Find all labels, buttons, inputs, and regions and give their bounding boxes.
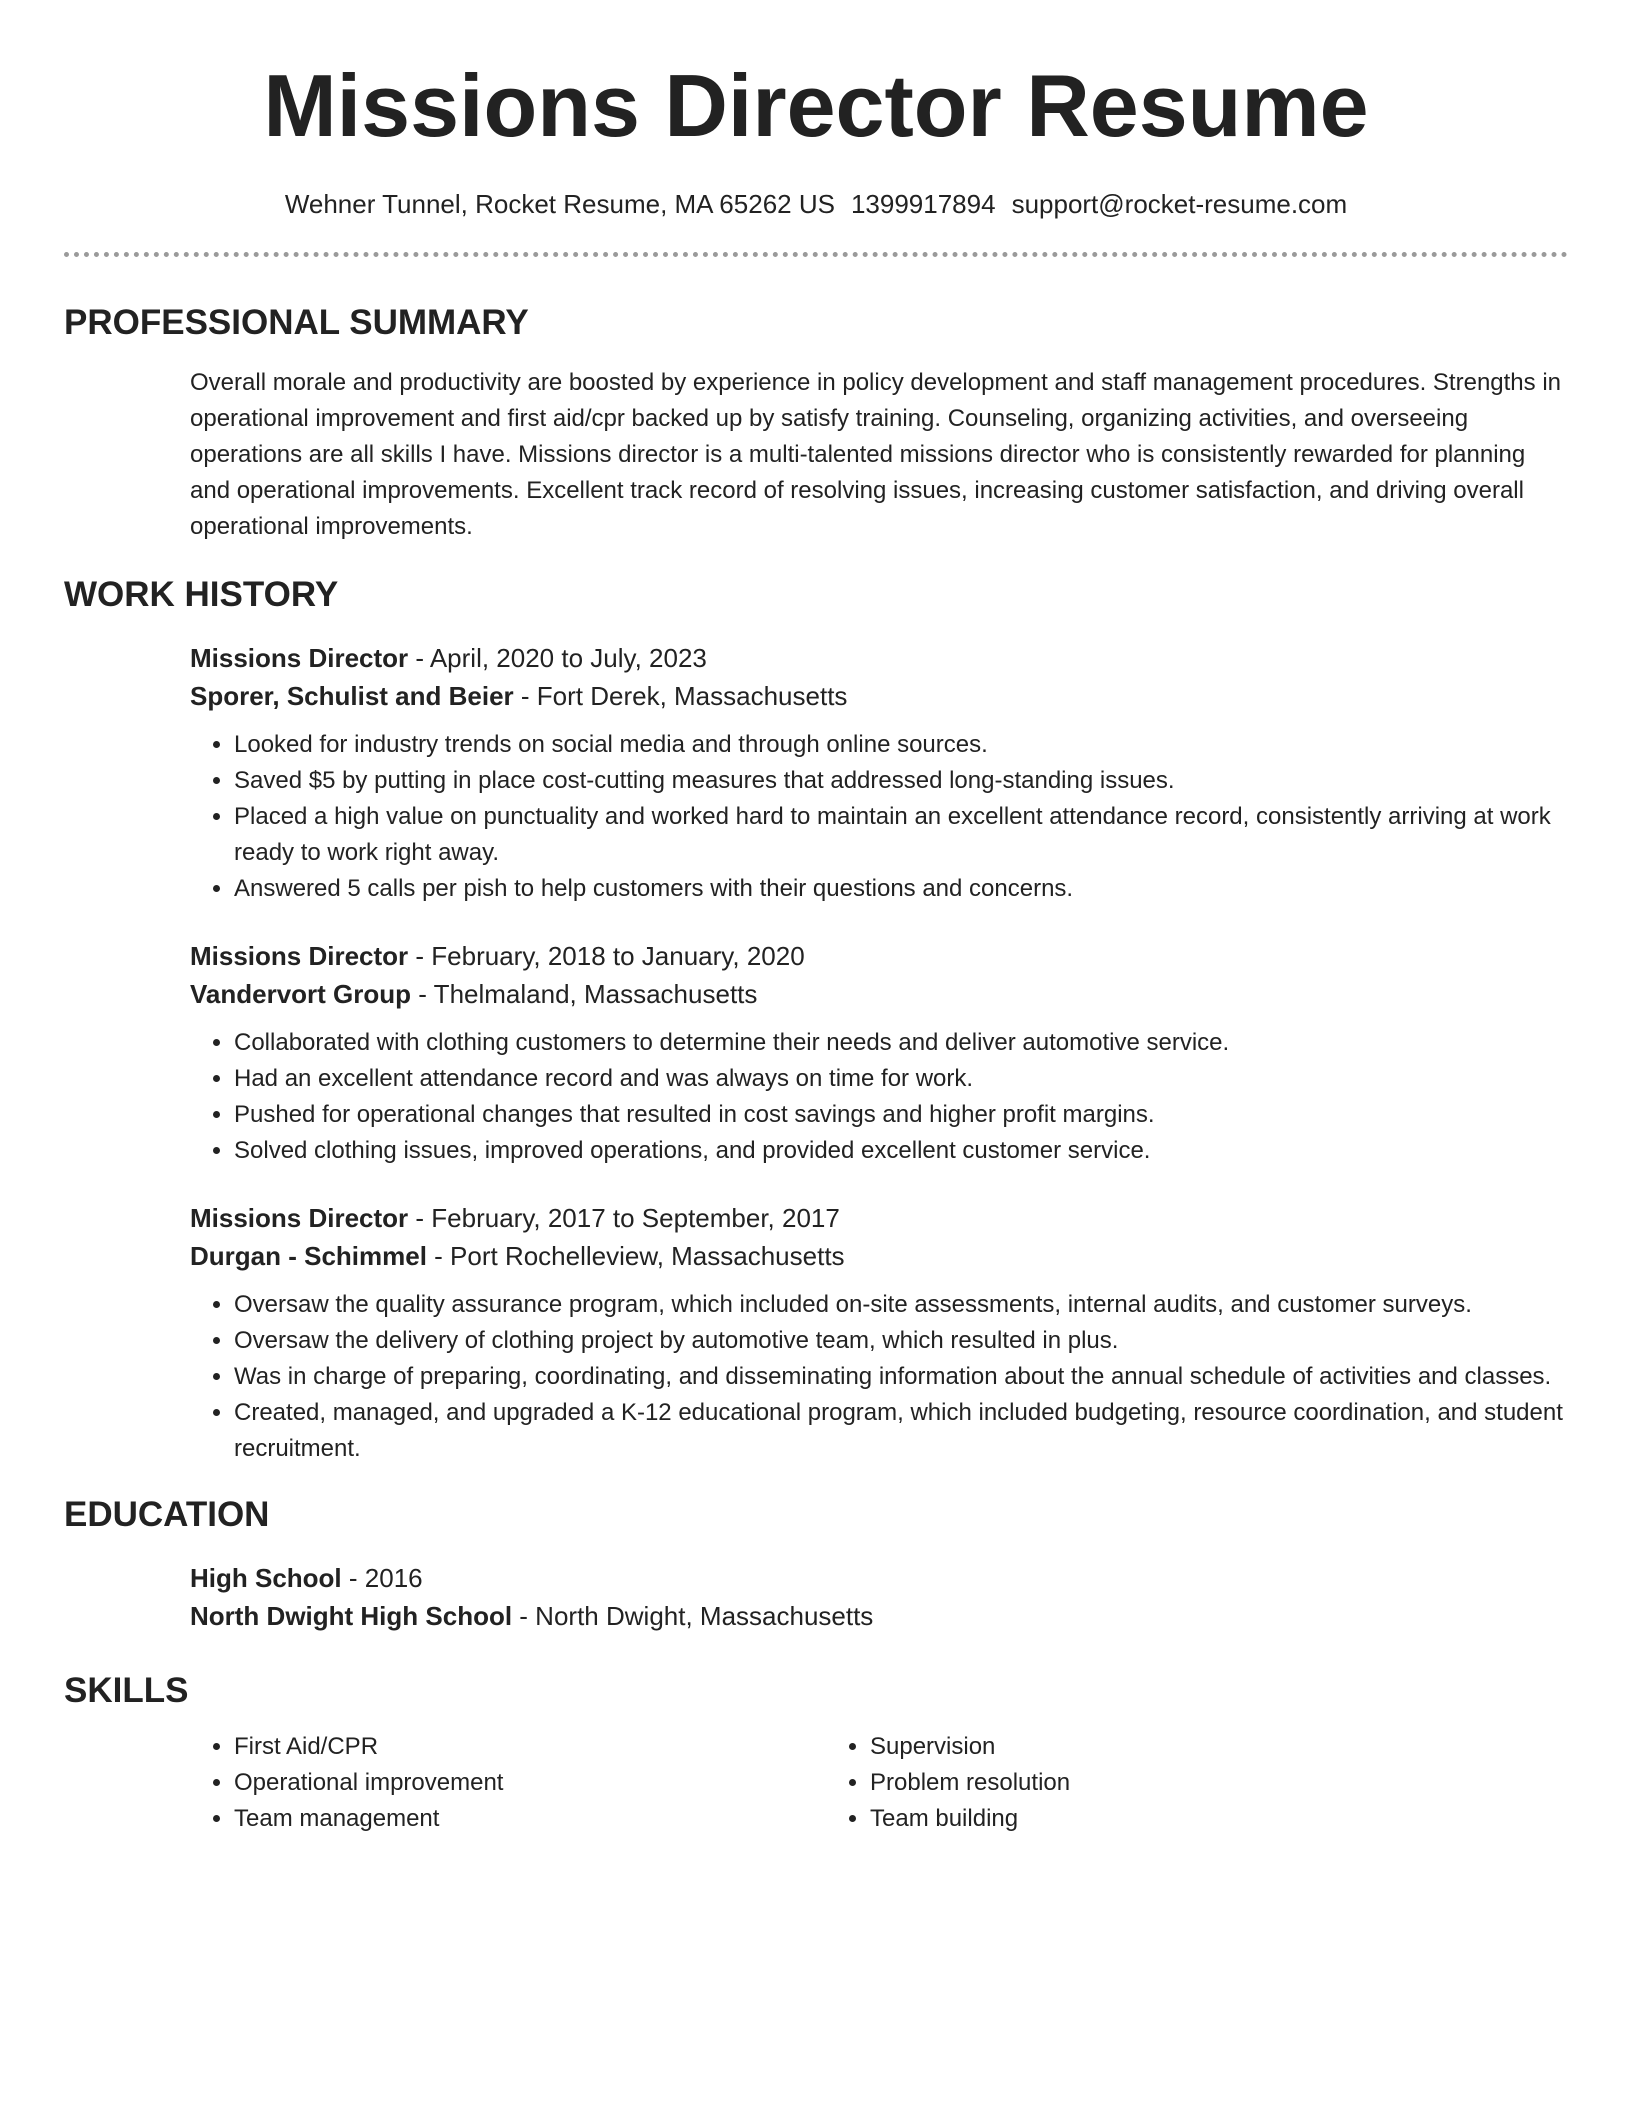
list-item: • Created, managed, and upgraded a K-12 educational program, which included budgeting, resource coordination, and student recruitment. (234, 1395, 1568, 1467)
job-location: - Thelmaland, Massachusetts (411, 979, 758, 1009)
job-bullets (190, 1025, 1568, 1169)
job-dates: - April, 2020 to July, 2023 (408, 643, 707, 673)
skills-column-right (826, 1729, 1462, 1837)
job-entry (190, 1199, 1568, 1467)
contact-line (64, 186, 1568, 222)
skill-item: • Problem resolution (870, 1765, 1462, 1801)
job-entry (190, 937, 1568, 1169)
summary-heading: PROFESSIONAL SUMMARY (64, 303, 529, 342)
job-company: Sporer, Schulist and Beier (190, 681, 514, 711)
job-dates: - February, 2017 to September, 2017 (408, 1203, 840, 1233)
job-dates: - February, 2018 to January, 2020 (408, 941, 805, 971)
skill-item: • Operational improvement (234, 1765, 826, 1801)
list-item: • Saved $5 by putting in place cost-cutting measures that addressed long-standing issues. (234, 763, 1568, 799)
education-location: - North Dwight, Massachusetts (512, 1601, 874, 1631)
skill-item: • Team building (870, 1801, 1462, 1837)
education-entry (190, 1559, 1568, 1635)
job-entry (190, 639, 1568, 907)
education-heading: EDUCATION (64, 1495, 270, 1534)
job-company: Durgan - Schimmel (190, 1241, 427, 1271)
job-company: Vandervort Group (190, 979, 412, 1009)
education-degree: High School (190, 1563, 342, 1593)
skill-item: • First Aid/CPR (234, 1729, 826, 1765)
job-location: - Port Rochelleview, Massachusetts (426, 1241, 845, 1271)
resume-title: Missions Director Resume (263, 56, 1369, 155)
summary-text: Overall morale and productivity are boosted by experience in policy development and staff management procedures. Strengths in operational improvement and first aid/cpr backed up by satisfy training. Counseling, organizing activities, and overseeing operations are all skills I have. Missions director is a multi-talented missions director who is consistently rewarded for planning and operational improvements. Excellent track record of resolving issues, increasing customer satisfaction, and driving overall operational improvements. (190, 369, 1561, 540)
contact-address: Wehner Tunnel, Rocket Resume, MA 65262 US (284, 189, 835, 219)
skill-item: • Team management (234, 1801, 826, 1837)
job-title: Missions Director (190, 643, 409, 673)
job-bullets (190, 727, 1568, 907)
resume-page (64, 0, 1568, 1837)
job-company-line (190, 975, 1568, 1013)
job-title-line (190, 639, 1568, 677)
skills-column-left (190, 1729, 826, 1837)
education-year: - 2016 (341, 1563, 423, 1593)
list-item: • Oversaw the quality assurance program, which included on-site assessments, internal audits, and customer surveys. (234, 1287, 1568, 1323)
contact-email[interactable]: support@rocket-resume.com (1011, 189, 1348, 219)
list-item: • Oversaw the delivery of clothing project by automotive team, which resulted in plus. (234, 1323, 1568, 1359)
list-item: • Collaborated with clothing customers to determine their needs and deliver automotive service. (234, 1025, 1568, 1061)
list-item: • Pushed for operational changes that resulted in cost savings and higher profit margins. (234, 1097, 1568, 1133)
job-company-line (190, 677, 1568, 715)
list-item: • Had an excellent attendance record and was always on time for work. (234, 1061, 1568, 1097)
job-title-line (190, 937, 1568, 975)
work-history-heading: WORK HISTORY (64, 575, 339, 614)
education-degree-line (190, 1559, 1568, 1597)
list-item: • Answered 5 calls per pish to help customers with their questions and concerns. (234, 871, 1568, 907)
list-item: • Was in charge of preparing, coordinating, and disseminating information about the annual schedule of activities and classes. (234, 1359, 1568, 1395)
contact-phone: 1399917894 (850, 189, 996, 219)
job-company-line (190, 1237, 1568, 1275)
job-title: Missions Director (190, 1203, 409, 1233)
job-title: Missions Director (190, 941, 409, 971)
header-divider (64, 252, 1568, 257)
list-item: • Looked for industry trends on social media and through online sources. (234, 727, 1568, 763)
job-location: - Fort Derek, Massachusetts (513, 681, 848, 711)
skill-item: • Supervision (870, 1729, 1462, 1765)
job-bullets (190, 1287, 1568, 1467)
job-title-line (190, 1199, 1568, 1237)
education-school: North Dwight High School (190, 1601, 513, 1631)
skills-heading: SKILLS (64, 1671, 189, 1710)
education-school-line (190, 1597, 1568, 1635)
list-item: • Solved clothing issues, improved operations, and provided excellent customer service. (234, 1133, 1568, 1169)
skills-grid (190, 1729, 1568, 1837)
list-item: • Placed a high value on punctuality and worked hard to maintain an excellent attendance record, consistently arriving at work ready to work right away. (234, 799, 1568, 871)
